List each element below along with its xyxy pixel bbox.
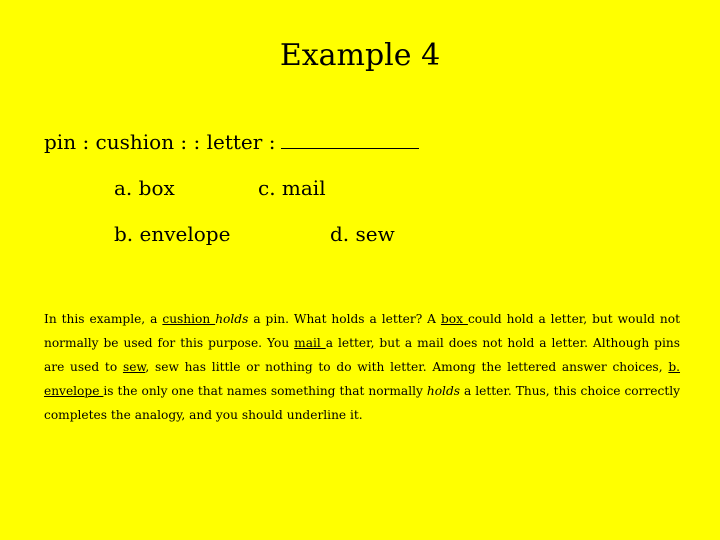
choice-b: b. envelope xyxy=(114,222,231,246)
explanation-text: , sew has little or nothing to do with letter. Among the lettered answer choices, xyxy=(145,360,669,374)
explanation-paragraph xyxy=(44,307,680,427)
choice-d: d. sew xyxy=(330,222,395,246)
choice-c: c. mail xyxy=(258,176,326,200)
explanation-text: is the only one that names something that normally xyxy=(103,384,427,398)
underlined-term: cushion xyxy=(162,312,216,326)
explanation-text: a letter. Thus, this choice correctly completes the analogy, and you should underline it. xyxy=(44,384,681,422)
slide-title-text: Example 4 xyxy=(279,38,441,73)
explanation-text: In this example, a xyxy=(44,312,163,326)
emphasized-term: holds xyxy=(426,384,461,398)
underlined-term: b. envelope xyxy=(44,360,681,398)
emphasized-term: holds xyxy=(215,312,249,326)
explanation-text: could hold a letter, but would not normally be used for this purpose. You xyxy=(44,312,680,350)
choice-a: a. box xyxy=(114,176,175,200)
underlined-term: box xyxy=(440,312,468,326)
question-text: pin : cushion : : letter : xyxy=(44,130,276,154)
answer-blank xyxy=(281,132,419,149)
underlined-term: mail xyxy=(294,336,326,350)
explanation-text: a letter, but a mail does not hold a letter. Although pins are used to xyxy=(44,336,680,374)
underlined-term: sew xyxy=(122,360,146,374)
slide-title xyxy=(0,38,720,73)
analogy-question xyxy=(44,130,419,154)
explanation-text: a pin. What holds a letter? A xyxy=(248,312,441,326)
